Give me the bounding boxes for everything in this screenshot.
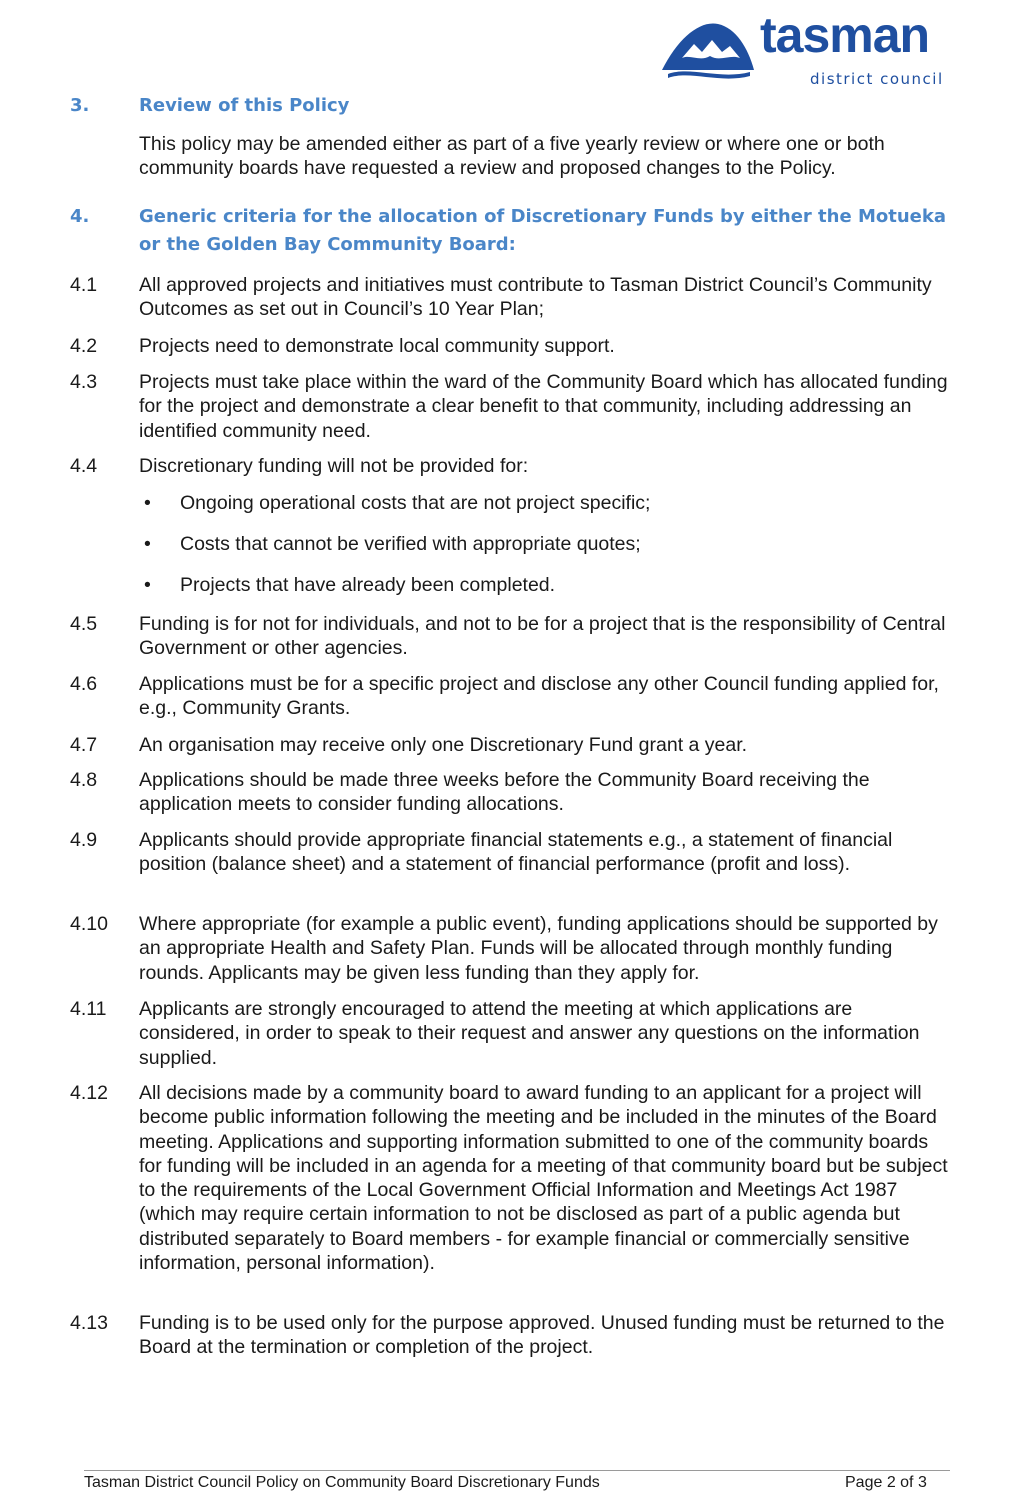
clause-text: All decisions made by a community board to award funding to an applicant for a project will become public information following the meeting and be included in the minutes of the Board meeting. Applications and supporting information submitted to one of the community boards for funding will be included in an agenda for a meeting of that community board but be subject to the requirements of the Local Government Official Information and Meetings Act 1987 (which may require certain information to not be disclosed as part of a public agenda but distributed separately to Board members - for example financial or commercially sensitive information, personal information). bbox=[139, 1082, 948, 1275]
clause-text: All approved projects and initiatives must contribute to Tasman District Council’s Community Outcomes as set out in Council’s 10 Year Plan; bbox=[139, 274, 932, 321]
footer-document-title: Tasman District Council Policy on Community Board Discretionary Funds bbox=[84, 1474, 600, 1491]
clause-text: Applicants are strongly encouraged to attend the meeting at which applications are considered, in order to speak to their request and answer any questions on the information supplied. bbox=[139, 998, 920, 1069]
clause-text: An organisation may receive only one Discretionary Fund grant a year. bbox=[139, 734, 748, 756]
clause-text: Applications must be for a specific project and disclose any other Council funding applied for, e.g., Community Grants. bbox=[139, 673, 939, 720]
bullet-icon: • bbox=[144, 492, 151, 514]
tasman-logo bbox=[660, 7, 950, 90]
logo-subtitle: district council bbox=[810, 70, 944, 88]
clause-text: Funding is to be used only for the purpose approved. Unused funding must be returned to the Board at the termination or completion of the project. bbox=[139, 1312, 945, 1359]
clause-number: 4.10 bbox=[70, 913, 108, 935]
bullet-icon: • bbox=[144, 574, 151, 596]
bullet-icon: • bbox=[144, 533, 151, 555]
clause-number: 4.3 bbox=[70, 371, 98, 393]
clause-text: Projects must take place within the ward of the Community Board which has allocated funding for the project and demonstrate a clear benefit to that community, including addressing an identified community need. bbox=[139, 371, 948, 442]
clause-number: 4.7 bbox=[70, 734, 98, 756]
clause-number: 4.12 bbox=[70, 1082, 108, 1104]
section-number: 4. bbox=[70, 206, 90, 227]
clause-text: Where appropriate (for example a public event), funding applications should be supported by an appropriate Health and Safety Plan. Funds will be allocated through monthly funding rounds. Applicants may be given less funding than they apply for. bbox=[139, 913, 938, 984]
bullet-text: Projects that have already been completed. bbox=[180, 574, 556, 596]
section-number: 3. bbox=[70, 95, 90, 116]
clause-number: 4.5 bbox=[70, 613, 98, 635]
clause-text: Funding is for not for individuals, and not to be for a project that is the responsibility of Central Government or other agencies. bbox=[139, 613, 946, 660]
clause-number: 4.9 bbox=[70, 829, 98, 851]
bullet-text: Ongoing operational costs that are not project specific; bbox=[180, 492, 651, 514]
clause-number: 4.1 bbox=[70, 274, 98, 296]
clause-text: Projects need to demonstrate local community support. bbox=[139, 335, 615, 357]
clause-number: 4.4 bbox=[70, 455, 98, 477]
clause-number: 4.11 bbox=[70, 998, 107, 1020]
clause-text: Applications should be made three weeks before the Community Board receiving the application meets to consider funding allocations. bbox=[139, 769, 870, 816]
clause-text: Applicants should provide appropriate financial statements e.g., a statement of financial position (balance sheet) and a statement of financial performance (profit and loss). bbox=[139, 829, 893, 876]
clause-number: 4.13 bbox=[70, 1312, 108, 1334]
logo-wordmark: tasman bbox=[760, 7, 930, 63]
bullet-text: Costs that cannot be verified with appropriate quotes; bbox=[180, 533, 641, 555]
section-title: Review of this Policy bbox=[139, 95, 350, 116]
section-title: Generic criteria for the allocation of Discretionary Funds by either the Motueka or the Golden Bay Community Board: bbox=[139, 206, 946, 255]
clause-number: 4.6 bbox=[70, 673, 98, 695]
footer-divider bbox=[84, 1470, 950, 1471]
section-3-body: This policy may be amended either as part of a five yearly review or where one or both community boards have requested a review and proposed changes to the Policy. bbox=[139, 133, 885, 180]
clause-number: 4.2 bbox=[70, 335, 98, 357]
footer-page-number: Page 2 of 3 bbox=[845, 1474, 927, 1491]
clause-number: 4.8 bbox=[70, 769, 98, 791]
mountain-logo-icon bbox=[660, 18, 756, 82]
clause-text: Discretionary funding will not be provided for: bbox=[139, 455, 529, 477]
